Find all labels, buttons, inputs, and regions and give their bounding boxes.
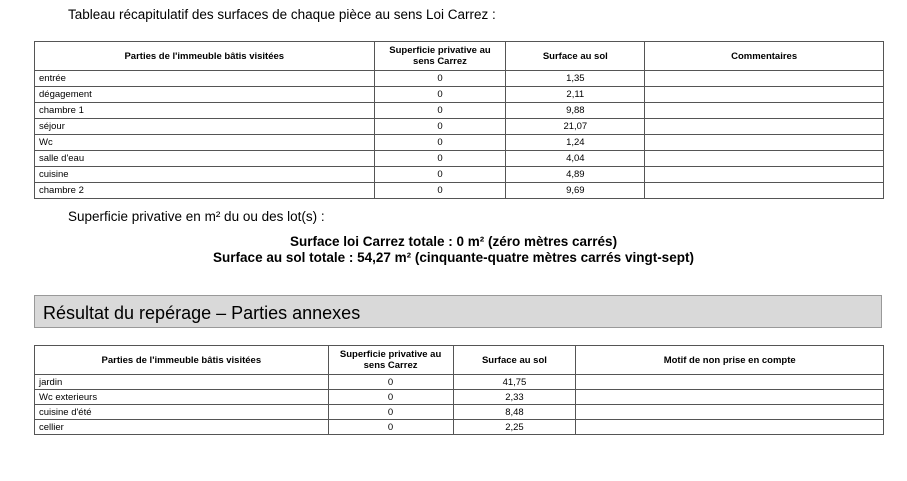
col-header-surface-sol: Surface au sol [506,42,645,71]
col-header-commentaires: Commentaires [645,42,884,71]
section-title: Résultat du repérage – Parties annexes [43,303,361,323]
section-header-annexes [34,295,882,328]
cell-surface: 1,35 [506,71,645,87]
table-header-row [35,346,884,375]
table-row [35,71,884,87]
table-row [35,167,884,183]
cell-comment [645,71,884,87]
total-surface-sol: Surface au sol totale : 54,27 m² (cinquante-quatre mètres carrés vingt-sept) [213,250,694,265]
total-carrez: Surface loi Carrez totale : 0 m² (zéro mètres carrés) [289,234,618,249]
cell-carrez: 0 [374,151,506,167]
table-row [35,119,884,135]
cell-carrez: 0 [328,405,453,420]
cell-carrez: 0 [328,390,453,405]
intro-text: Tableau récapitulatif des surfaces de chaque pièce au sens Loi Carrez : [68,7,496,22]
cell-carrez: 0 [374,167,506,183]
cell-carrez: 0 [328,375,453,390]
table-row [35,151,884,167]
cell-surface: 1,24 [506,135,645,151]
cell-motif [576,420,884,435]
table-row [35,375,884,390]
col-header-surface-sol: Surface au sol [453,346,576,375]
cell-partie: Wc exterieurs [35,390,329,405]
annexes-table [34,345,884,435]
cell-comment [645,183,884,199]
cell-motif [576,390,884,405]
cell-carrez: 0 [374,103,506,119]
cell-surface: 8,48 [453,405,576,420]
cell-surface: 2,25 [453,420,576,435]
col-header-carrez: Superficie privative au sens Carrez [374,42,506,71]
cell-partie: salle d'eau [35,151,375,167]
col-header-parties: Parties de l'immeuble bâtis visitées [35,42,375,71]
table-row [35,183,884,199]
carrez-table [34,41,884,199]
col-header-parties: Parties de l'immeuble bâtis visitées [35,346,329,375]
cell-carrez: 0 [374,71,506,87]
cell-comment [645,119,884,135]
cell-surface: 41,75 [453,375,576,390]
cell-surface: 2,33 [453,390,576,405]
cell-motif [576,405,884,420]
table-row [35,405,884,420]
cell-partie: séjour [35,119,375,135]
cell-comment [645,135,884,151]
cell-surface: 9,88 [506,103,645,119]
cell-comment [645,151,884,167]
cell-comment [645,103,884,119]
table-header-row [35,42,884,71]
cell-partie: entrée [35,71,375,87]
cell-partie: cuisine [35,167,375,183]
cell-partie: jardin [35,375,329,390]
cell-carrez: 0 [328,420,453,435]
cell-surface: 21,07 [506,119,645,135]
cell-comment [645,87,884,103]
cell-partie: dégagement [35,87,375,103]
cell-partie: cellier [35,420,329,435]
table-row [35,87,884,103]
cell-surface: 4,89 [506,167,645,183]
cell-partie: chambre 2 [35,183,375,199]
cell-carrez: 0 [374,183,506,199]
cell-surface: 2,11 [506,87,645,103]
cell-surface: 9,69 [506,183,645,199]
cell-comment [645,167,884,183]
table-row [35,420,884,435]
cell-carrez: 0 [374,135,506,151]
table-row [35,103,884,119]
table-row [35,390,884,405]
cell-partie: Wc [35,135,375,151]
cell-surface: 4,04 [506,151,645,167]
superficie-label: Superficie privative en m² du ou des lot(s) : [68,209,325,224]
cell-motif [576,375,884,390]
col-header-carrez: Superficie privative au sens Carrez [328,346,453,375]
cell-carrez: 0 [374,119,506,135]
table-row [35,135,884,151]
col-header-motif: Motif de non prise en compte [576,346,884,375]
cell-partie: chambre 1 [35,103,375,119]
cell-partie: cuisine d'été [35,405,329,420]
cell-carrez: 0 [374,87,506,103]
